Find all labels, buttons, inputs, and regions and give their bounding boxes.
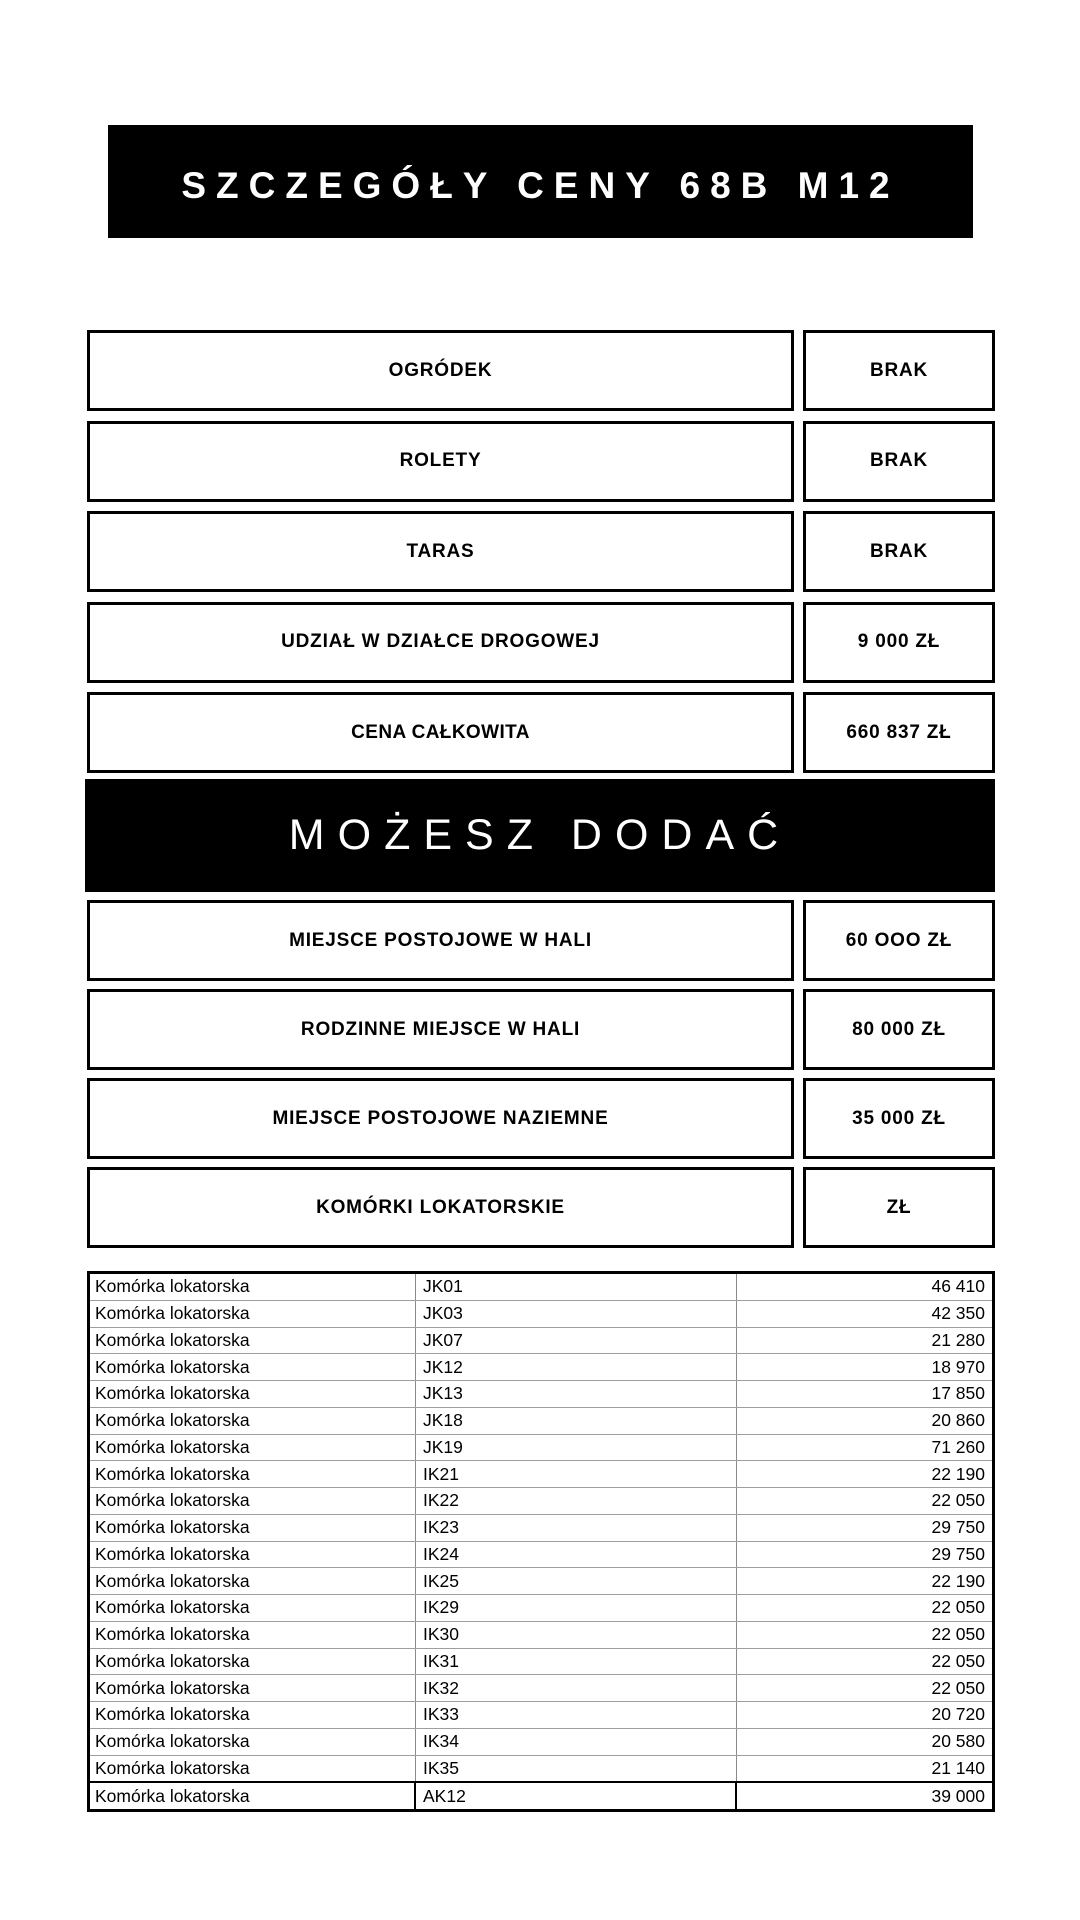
price-row bbox=[87, 602, 995, 683]
unit-type-cell: Komórka lokatorska bbox=[90, 1274, 416, 1300]
unit-code-cell: JK03 bbox=[416, 1301, 737, 1327]
addon-row bbox=[87, 989, 995, 1070]
table-row bbox=[90, 1541, 992, 1568]
unit-price-cell: 71 260 bbox=[931, 1436, 985, 1457]
unit-code-cell: IK24 bbox=[416, 1542, 737, 1568]
unit-price-cell: 39 000 bbox=[931, 1785, 985, 1806]
unit-type-cell: Komórka lokatorska bbox=[90, 1542, 416, 1568]
price-row-total bbox=[87, 692, 995, 773]
table-row bbox=[90, 1460, 992, 1487]
addon-row-label: RODZINNE MIEJSCE W HALI bbox=[87, 989, 794, 1070]
price-row bbox=[87, 421, 995, 502]
table-row bbox=[90, 1621, 992, 1648]
table-row bbox=[90, 1674, 992, 1701]
table-row bbox=[90, 1781, 992, 1809]
unit-price-cell: 29 750 bbox=[931, 1543, 985, 1564]
table-row bbox=[90, 1567, 992, 1594]
unit-code-cell: IK22 bbox=[416, 1488, 737, 1514]
table-row bbox=[90, 1353, 992, 1380]
table-row bbox=[90, 1434, 992, 1461]
addons-title: MOŻESZ DODAĆ bbox=[288, 811, 792, 859]
addon-row bbox=[87, 1078, 995, 1159]
unit-type-cell: Komórka lokatorska bbox=[90, 1595, 416, 1621]
table-row bbox=[90, 1755, 992, 1782]
table-row bbox=[90, 1514, 992, 1541]
unit-type-cell: Komórka lokatorska bbox=[90, 1435, 416, 1461]
unit-type-cell: Komórka lokatorska bbox=[90, 1783, 416, 1809]
addon-rows bbox=[87, 900, 995, 1256]
unit-type-cell: Komórka lokatorska bbox=[90, 1381, 416, 1407]
unit-price-cell: 22 190 bbox=[931, 1463, 985, 1484]
unit-type-cell: Komórka lokatorska bbox=[90, 1729, 416, 1755]
addons-banner bbox=[85, 779, 995, 892]
unit-type-cell: Komórka lokatorska bbox=[90, 1408, 416, 1434]
addon-row-value: 80 000 ZŁ bbox=[803, 989, 995, 1070]
table-row bbox=[90, 1274, 992, 1300]
unit-type-cell: Komórka lokatorska bbox=[90, 1622, 416, 1648]
unit-price-cell: 46 410 bbox=[931, 1276, 985, 1297]
price-row-value: 9 000 ZŁ bbox=[803, 602, 995, 683]
price-row-value: BRAK bbox=[803, 511, 995, 592]
table-row bbox=[90, 1407, 992, 1434]
unit-code-cell: JK12 bbox=[416, 1354, 737, 1380]
addon-row bbox=[87, 900, 995, 981]
unit-code-cell: IK29 bbox=[416, 1595, 737, 1621]
addon-row-value: ZŁ bbox=[803, 1167, 995, 1248]
unit-code-cell: AK12 bbox=[416, 1783, 737, 1809]
table-row bbox=[90, 1594, 992, 1621]
unit-price-cell: 22 050 bbox=[931, 1677, 985, 1698]
unit-type-cell: Komórka lokatorska bbox=[90, 1702, 416, 1728]
unit-type-cell: Komórka lokatorska bbox=[90, 1301, 416, 1327]
unit-price-cell: 21 140 bbox=[931, 1757, 985, 1778]
storage-units-table bbox=[87, 1271, 995, 1812]
unit-code-cell: IK31 bbox=[416, 1649, 737, 1675]
page-title: SZCZEGÓŁY CENY 68B M12 bbox=[181, 164, 900, 206]
unit-price-cell: 22 050 bbox=[931, 1490, 985, 1511]
unit-type-cell: Komórka lokatorska bbox=[90, 1328, 416, 1354]
unit-type-cell: Komórka lokatorska bbox=[90, 1515, 416, 1541]
unit-type-cell: Komórka lokatorska bbox=[90, 1649, 416, 1675]
unit-code-cell: IK21 bbox=[416, 1461, 737, 1487]
unit-type-cell: Komórka lokatorska bbox=[90, 1488, 416, 1514]
addon-row bbox=[87, 1167, 995, 1248]
unit-code-cell: IK30 bbox=[416, 1622, 737, 1648]
unit-code-cell: IK25 bbox=[416, 1568, 737, 1594]
unit-code-cell: IK34 bbox=[416, 1729, 737, 1755]
unit-price-cell: 22 190 bbox=[931, 1570, 985, 1591]
unit-type-cell: Komórka lokatorska bbox=[90, 1354, 416, 1380]
price-row-label: OGRÓDEK bbox=[87, 330, 794, 411]
price-row bbox=[87, 330, 995, 411]
unit-price-cell: 22 050 bbox=[931, 1624, 985, 1645]
addon-row-value: 60 OOO ZŁ bbox=[803, 900, 995, 981]
unit-price-cell: 20 860 bbox=[931, 1410, 985, 1431]
price-row-value: BRAK bbox=[803, 330, 995, 411]
unit-code-cell: IK35 bbox=[416, 1756, 737, 1782]
price-row-value: 660 837 ZŁ bbox=[803, 692, 995, 773]
unit-code-cell: JK01 bbox=[416, 1274, 737, 1300]
table-row bbox=[90, 1701, 992, 1728]
unit-price-cell: 22 050 bbox=[931, 1597, 985, 1618]
addon-row-value: 35 000 ZŁ bbox=[803, 1078, 995, 1159]
table-row bbox=[90, 1728, 992, 1755]
addon-row-label: MIEJSCE POSTOJOWE NAZIEMNE bbox=[87, 1078, 794, 1159]
title-banner bbox=[108, 125, 973, 238]
price-row-value: BRAK bbox=[803, 421, 995, 502]
table-row bbox=[90, 1487, 992, 1514]
unit-price-cell: 42 350 bbox=[931, 1303, 985, 1324]
addon-row-label: MIEJSCE POSTOJOWE W HALI bbox=[87, 900, 794, 981]
price-row-label: CENA CAŁKOWITA bbox=[87, 692, 794, 773]
unit-code-cell: IK32 bbox=[416, 1675, 737, 1701]
table-row bbox=[90, 1327, 992, 1354]
unit-code-cell: IK23 bbox=[416, 1515, 737, 1541]
unit-price-cell: 20 580 bbox=[931, 1731, 985, 1752]
unit-type-cell: Komórka lokatorska bbox=[90, 1568, 416, 1594]
price-row-label: TARAS bbox=[87, 511, 794, 592]
unit-price-cell: 17 850 bbox=[931, 1383, 985, 1404]
unit-code-cell: JK07 bbox=[416, 1328, 737, 1354]
price-detail-rows bbox=[87, 330, 995, 783]
unit-code-cell: JK19 bbox=[416, 1435, 737, 1461]
table-row bbox=[90, 1380, 992, 1407]
unit-price-cell: 29 750 bbox=[931, 1517, 985, 1538]
table-row bbox=[90, 1300, 992, 1327]
unit-code-cell: JK18 bbox=[416, 1408, 737, 1434]
unit-price-cell: 18 970 bbox=[931, 1356, 985, 1377]
unit-price-cell: 20 720 bbox=[931, 1704, 985, 1725]
addon-row-label: KOMÓRKI LOKATORSKIE bbox=[87, 1167, 794, 1248]
price-row bbox=[87, 511, 995, 592]
table-row bbox=[90, 1648, 992, 1675]
unit-type-cell: Komórka lokatorska bbox=[90, 1675, 416, 1701]
unit-code-cell: JK13 bbox=[416, 1381, 737, 1407]
price-row-label: UDZIAŁ W DZIAŁCE DROGOWEJ bbox=[87, 602, 794, 683]
price-row-label: ROLETY bbox=[87, 421, 794, 502]
unit-code-cell: IK33 bbox=[416, 1702, 737, 1728]
unit-price-cell: 22 050 bbox=[931, 1650, 985, 1671]
unit-price-cell: 21 280 bbox=[931, 1329, 985, 1350]
unit-type-cell: Komórka lokatorska bbox=[90, 1461, 416, 1487]
unit-type-cell: Komórka lokatorska bbox=[90, 1756, 416, 1782]
